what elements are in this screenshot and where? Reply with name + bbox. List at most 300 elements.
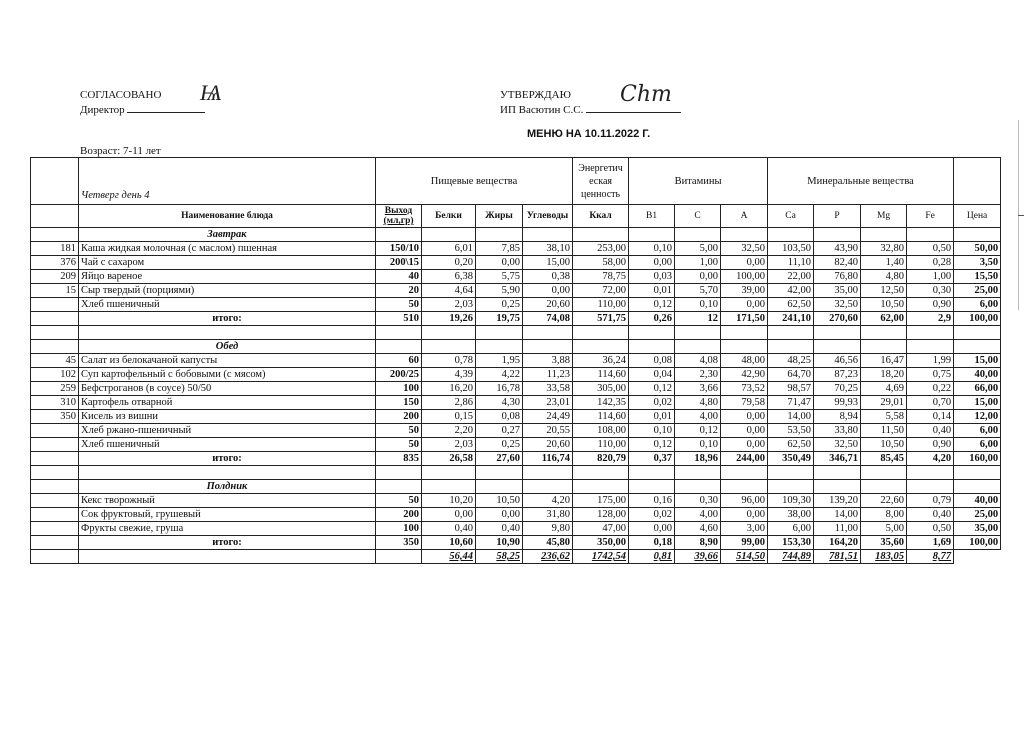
portion-output: 50: [376, 298, 422, 312]
value-c: 0,12: [675, 424, 721, 438]
value-b1: 0,12: [629, 382, 675, 396]
total-c: 8,90: [675, 536, 721, 550]
page-title: МЕНЮ НА 10.11.2022 Г.: [527, 128, 651, 140]
value-u: 4,20: [523, 494, 573, 508]
empty-cell: [573, 228, 629, 242]
value-ca: 103,50: [768, 242, 814, 256]
price: 15,00: [954, 396, 1001, 410]
empty-cell: [861, 340, 907, 354]
value-a: 3,00: [721, 522, 768, 536]
empty-cell: [31, 312, 79, 326]
empty-cell: [376, 550, 422, 564]
value-b1: 0,00: [629, 256, 675, 270]
empty-cell: [861, 228, 907, 242]
value-a: 79,58: [721, 396, 768, 410]
empty-cell: [675, 340, 721, 354]
column-header: Ккал: [573, 205, 629, 228]
empty-cell: [907, 326, 954, 340]
value-a: 0,00: [721, 410, 768, 424]
total-ca: 350,49: [768, 452, 814, 466]
value-mg: 8,00: [861, 508, 907, 522]
value-fe: 0,90: [907, 438, 954, 452]
empty-cell: [954, 340, 1001, 354]
value-c: 1,00: [675, 256, 721, 270]
empty-cell: [476, 340, 523, 354]
value-ca: 22,00: [768, 270, 814, 284]
value-j: 0,40: [476, 522, 523, 536]
value-kcal: 58,00: [573, 256, 629, 270]
total-a: 99,00: [721, 536, 768, 550]
empty-cell: [861, 326, 907, 340]
value-j: 0,00: [476, 508, 523, 522]
value-fe: 0,70: [907, 396, 954, 410]
total-kcal: 350,00: [573, 536, 629, 550]
empty-cell: [376, 228, 422, 242]
value-kcal: 110,00: [573, 438, 629, 452]
value-b1: 0,04: [629, 368, 675, 382]
empty-cell: [954, 326, 1001, 340]
total-b1: 0,26: [629, 312, 675, 326]
grand-total-c: 39,66: [675, 550, 721, 564]
table-row: [31, 284, 1001, 298]
value-p: 99,93: [814, 396, 861, 410]
portion-output: 20: [376, 284, 422, 298]
value-fe: 0,90: [907, 298, 954, 312]
total-b1: 0,37: [629, 452, 675, 466]
value-ca: 64,70: [768, 368, 814, 382]
empty-cell: [768, 466, 814, 480]
empty-cell: [31, 228, 79, 242]
empty-cell: [954, 228, 1001, 242]
value-b: 10,20: [422, 494, 476, 508]
value-mg: 4,69: [861, 382, 907, 396]
value-b: 0,78: [422, 354, 476, 368]
director-signature: Ѩ: [200, 81, 223, 106]
value-j: 4,22: [476, 368, 523, 382]
recipe-number: [31, 298, 79, 312]
total-b: 26,58: [422, 452, 476, 466]
empty-cell: [954, 550, 1001, 564]
value-kcal: 110,00: [573, 298, 629, 312]
value-b1: 0,02: [629, 396, 675, 410]
value-c: 3,66: [675, 382, 721, 396]
dish-name: Сок фруктовый, грушевый: [79, 508, 376, 522]
portion-output: 50: [376, 424, 422, 438]
total-output: 350: [376, 536, 422, 550]
vitamins-header: Витамины: [629, 158, 768, 205]
total-kcal: 820,79: [573, 452, 629, 466]
value-a: 0,00: [721, 508, 768, 522]
value-ca: 42,00: [768, 284, 814, 298]
value-a: 32,50: [721, 242, 768, 256]
value-u: 9,80: [523, 522, 573, 536]
value-p: 8,94: [814, 410, 861, 424]
section-title: Обед: [79, 340, 376, 354]
recipe-number: 310: [31, 396, 79, 410]
grand-total-u: 236,62: [523, 550, 573, 564]
value-fe: 0,75: [907, 368, 954, 382]
value-b: 16,20: [422, 382, 476, 396]
price: 40,00: [954, 494, 1001, 508]
empty-cell: [476, 326, 523, 340]
dish-name: Бефстроганов (в соусе) 50/50: [79, 382, 376, 396]
approver-signature: Сhm: [620, 82, 672, 107]
table-column-header-row: [31, 205, 1001, 228]
empty-cell: [79, 466, 376, 480]
empty-cell: [422, 340, 476, 354]
value-j: 0,00: [476, 256, 523, 270]
value-b1: 0,16: [629, 494, 675, 508]
column-header: Выход (мл,гр): [376, 205, 422, 228]
dish-name: Кекс творожный: [79, 494, 376, 508]
value-p: 32,50: [814, 298, 861, 312]
price: 6,00: [954, 298, 1001, 312]
age-label: Возраст: 7-11 лет: [80, 145, 161, 157]
total-c: 18,96: [675, 452, 721, 466]
empty-cell: [721, 340, 768, 354]
table-row: [31, 438, 1001, 452]
value-ca: 62,50: [768, 298, 814, 312]
value-j: 0,27: [476, 424, 523, 438]
value-a: 96,00: [721, 494, 768, 508]
price: 15,00: [954, 354, 1001, 368]
portion-output: 50: [376, 494, 422, 508]
table-row: [31, 424, 1001, 438]
empty-cell: [523, 228, 573, 242]
value-a: 42,90: [721, 368, 768, 382]
value-kcal: 175,00: [573, 494, 629, 508]
total-p: 346,71: [814, 452, 861, 466]
recipe-number: [31, 508, 79, 522]
value-j: 5,90: [476, 284, 523, 298]
value-mg: 4,80: [861, 270, 907, 284]
value-fe: 0,50: [907, 242, 954, 256]
value-j: 16,78: [476, 382, 523, 396]
spacer-row: [31, 466, 1001, 480]
empty-cell: [861, 480, 907, 494]
value-kcal: 128,00: [573, 508, 629, 522]
total-output: 835: [376, 452, 422, 466]
value-p: 11,00: [814, 522, 861, 536]
value-j: 10,50: [476, 494, 523, 508]
value-ca: 109,30: [768, 494, 814, 508]
value-b1: 0,01: [629, 284, 675, 298]
empty-cell: [79, 326, 376, 340]
total-price: 100,00: [954, 312, 1001, 326]
empty-cell: [768, 326, 814, 340]
empty-cell: [629, 326, 675, 340]
value-b1: 0,02: [629, 508, 675, 522]
energy-header: Энергетич еская ценность: [573, 158, 629, 205]
value-mg: 22,60: [861, 494, 907, 508]
minerals-header: Минеральные вещества: [768, 158, 954, 205]
approve-label: УТВЕРЖДАЮ: [500, 89, 571, 101]
value-mg: 10,50: [861, 438, 907, 452]
recipe-number: [31, 522, 79, 536]
empty-cell: [768, 480, 814, 494]
value-a: 0,00: [721, 298, 768, 312]
empty-cell: [675, 326, 721, 340]
value-kcal: 253,00: [573, 242, 629, 256]
column-header: C: [675, 205, 721, 228]
value-p: 76,80: [814, 270, 861, 284]
value-c: 5,00: [675, 242, 721, 256]
section-header-row: [31, 480, 1001, 494]
section-title: Завтрак: [79, 228, 376, 242]
empty-cell: [675, 466, 721, 480]
grand-total-mg: 183,05: [861, 550, 907, 564]
value-b: 0,40: [422, 522, 476, 536]
value-kcal: 142,35: [573, 396, 629, 410]
empty-cell: [814, 228, 861, 242]
empty-cell: [523, 340, 573, 354]
grand-total-b1: 0,81: [629, 550, 675, 564]
value-fe: 0,14: [907, 410, 954, 424]
price: 40,00: [954, 368, 1001, 382]
empty-cell: [675, 480, 721, 494]
empty-cell: [376, 326, 422, 340]
value-c: 5,70: [675, 284, 721, 298]
value-kcal: 72,00: [573, 284, 629, 298]
section-total-row: [31, 452, 1001, 466]
value-ca: 6,00: [768, 522, 814, 536]
price: 25,00: [954, 508, 1001, 522]
empty-cell: [376, 466, 422, 480]
total-mg: 35,60: [861, 536, 907, 550]
total-mg: 85,45: [861, 452, 907, 466]
portion-output: 150/10: [376, 242, 422, 256]
value-u: 20,60: [523, 438, 573, 452]
portion-output: 200: [376, 508, 422, 522]
value-u: 23,01: [523, 396, 573, 410]
total-fe: 4,20: [907, 452, 954, 466]
director-label: Директор: [80, 104, 125, 116]
column-header: Углеводы: [523, 205, 573, 228]
empty-cell: [814, 340, 861, 354]
grand-total-row: [31, 550, 1001, 564]
total-j: 10,90: [476, 536, 523, 550]
empty-cell: [721, 228, 768, 242]
value-fe: 0,40: [907, 424, 954, 438]
recipe-number: 209: [31, 270, 79, 284]
column-header: Наименование блюда: [79, 205, 376, 228]
value-kcal: 305,00: [573, 382, 629, 396]
value-c: 0,10: [675, 298, 721, 312]
value-c: 4,60: [675, 522, 721, 536]
portion-output: 150: [376, 396, 422, 410]
empty-cell: [907, 480, 954, 494]
value-b: 0,00: [422, 508, 476, 522]
value-b: 2,86: [422, 396, 476, 410]
menu-table: [30, 157, 1001, 564]
portion-output: 100: [376, 522, 422, 536]
empty-cell: [476, 480, 523, 494]
value-c: 4,00: [675, 410, 721, 424]
scan-tick-mark: [1018, 215, 1024, 216]
value-a: 39,00: [721, 284, 768, 298]
portion-output: 200\15: [376, 256, 422, 270]
value-b1: 0,01: [629, 410, 675, 424]
empty-cell: [629, 228, 675, 242]
dish-name: Яйцо вареное: [79, 270, 376, 284]
total-u: 74,08: [523, 312, 573, 326]
value-mg: 18,20: [861, 368, 907, 382]
empty-cell: [768, 228, 814, 242]
approved-label: СОГЛАСОВАНО: [80, 89, 162, 101]
value-ca: 53,50: [768, 424, 814, 438]
value-a: 73,52: [721, 382, 768, 396]
empty-cell: [422, 228, 476, 242]
empty-cell: [79, 550, 376, 564]
empty-cell: [814, 466, 861, 480]
total-kcal: 571,75: [573, 312, 629, 326]
approval-block-left: [80, 89, 205, 117]
table-row: [31, 382, 1001, 396]
nutrients-header: Пищевые вещества: [376, 158, 573, 205]
empty-cell: [907, 466, 954, 480]
portion-output: 50: [376, 438, 422, 452]
empty-cell: [629, 466, 675, 480]
value-ca: 98,57: [768, 382, 814, 396]
total-p: 270,60: [814, 312, 861, 326]
value-fe: 1,99: [907, 354, 954, 368]
value-fe: 0,28: [907, 256, 954, 270]
total-label: итого:: [79, 452, 376, 466]
empty-cell: [814, 480, 861, 494]
total-fe: 1,69: [907, 536, 954, 550]
value-p: 32,50: [814, 438, 861, 452]
column-header: Цена: [954, 205, 1001, 228]
recipe-number: 102: [31, 368, 79, 382]
value-p: 46,56: [814, 354, 861, 368]
empty-cell: [814, 326, 861, 340]
table-row: [31, 298, 1001, 312]
value-j: 0,08: [476, 410, 523, 424]
value-b1: 0,10: [629, 242, 675, 256]
value-b: 0,20: [422, 256, 476, 270]
value-b: 2,03: [422, 438, 476, 452]
empty-cell: [523, 326, 573, 340]
portion-output: 200: [376, 410, 422, 424]
value-mg: 12,50: [861, 284, 907, 298]
empty-cell: [629, 340, 675, 354]
price: 25,00: [954, 284, 1001, 298]
value-c: 4,08: [675, 354, 721, 368]
empty-cell: [629, 480, 675, 494]
value-j: 1,95: [476, 354, 523, 368]
price: 6,00: [954, 438, 1001, 452]
empty-cell: [422, 466, 476, 480]
empty-cell: [422, 326, 476, 340]
value-ca: 71,47: [768, 396, 814, 410]
value-mg: 10,50: [861, 298, 907, 312]
dish-name: Хлеб пшеничный: [79, 298, 376, 312]
value-fe: 0,22: [907, 382, 954, 396]
value-u: 24,49: [523, 410, 573, 424]
value-u: 11,23: [523, 368, 573, 382]
value-j: 0,25: [476, 298, 523, 312]
table-group-header-row: [31, 158, 1001, 205]
portion-output: 40: [376, 270, 422, 284]
value-ca: 38,00: [768, 508, 814, 522]
total-b: 19,26: [422, 312, 476, 326]
portion-output: 200/25: [376, 368, 422, 382]
value-a: 0,00: [721, 256, 768, 270]
total-price: 100,00: [954, 536, 1001, 550]
section-total-row: [31, 312, 1001, 326]
empty-cell: [573, 326, 629, 340]
empty-cell: [476, 228, 523, 242]
dish-name: Хлеб пшеничный: [79, 438, 376, 452]
value-b1: 0,03: [629, 270, 675, 284]
value-b: 2,03: [422, 298, 476, 312]
table-row: [31, 410, 1001, 424]
table-row: [31, 242, 1001, 256]
value-a: 0,00: [721, 438, 768, 452]
total-c: 12: [675, 312, 721, 326]
value-c: 0,10: [675, 438, 721, 452]
value-u: 15,00: [523, 256, 573, 270]
total-u: 116,74: [523, 452, 573, 466]
value-u: 33,58: [523, 382, 573, 396]
spacer-row: [31, 326, 1001, 340]
value-a: 0,00: [721, 424, 768, 438]
empty-cell: [954, 466, 1001, 480]
empty-cell: [422, 480, 476, 494]
value-ca: 11,10: [768, 256, 814, 270]
empty-cell: [721, 466, 768, 480]
empty-cell: [907, 228, 954, 242]
value-j: 4,30: [476, 396, 523, 410]
value-u: 20,55: [523, 424, 573, 438]
value-kcal: 114,60: [573, 368, 629, 382]
price: 12,00: [954, 410, 1001, 424]
grand-total-b: 56,44: [422, 550, 476, 564]
value-j: 0,25: [476, 438, 523, 452]
grand-total-fe: 8,77: [907, 550, 954, 564]
dish-name: Кисель из вишни: [79, 410, 376, 424]
approver-name: ИП Васютин С.С.: [500, 104, 584, 116]
section-title: Полдник: [79, 480, 376, 494]
recipe-number: 181: [31, 242, 79, 256]
value-p: 43,90: [814, 242, 861, 256]
empty-cell: [573, 480, 629, 494]
empty-cell: [523, 466, 573, 480]
empty-cell: [31, 326, 79, 340]
value-u: 3,88: [523, 354, 573, 368]
empty-cell: [573, 466, 629, 480]
value-ca: 14,00: [768, 410, 814, 424]
value-p: 35,00: [814, 284, 861, 298]
value-kcal: 108,00: [573, 424, 629, 438]
price: 3,50: [954, 256, 1001, 270]
value-mg: 5,58: [861, 410, 907, 424]
value-j: 5,75: [476, 270, 523, 284]
value-mg: 29,01: [861, 396, 907, 410]
value-a: 48,00: [721, 354, 768, 368]
day-label: Четверг день 4: [79, 158, 376, 205]
table-row: [31, 508, 1001, 522]
value-j: 7,85: [476, 242, 523, 256]
recipe-number: 45: [31, 354, 79, 368]
total-u: 45,80: [523, 536, 573, 550]
value-u: 38,10: [523, 242, 573, 256]
price: 6,00: [954, 424, 1001, 438]
dish-name: Сыр твердый (порциями): [79, 284, 376, 298]
empty-cell: [907, 340, 954, 354]
empty-cell: [376, 480, 422, 494]
value-p: 33,80: [814, 424, 861, 438]
